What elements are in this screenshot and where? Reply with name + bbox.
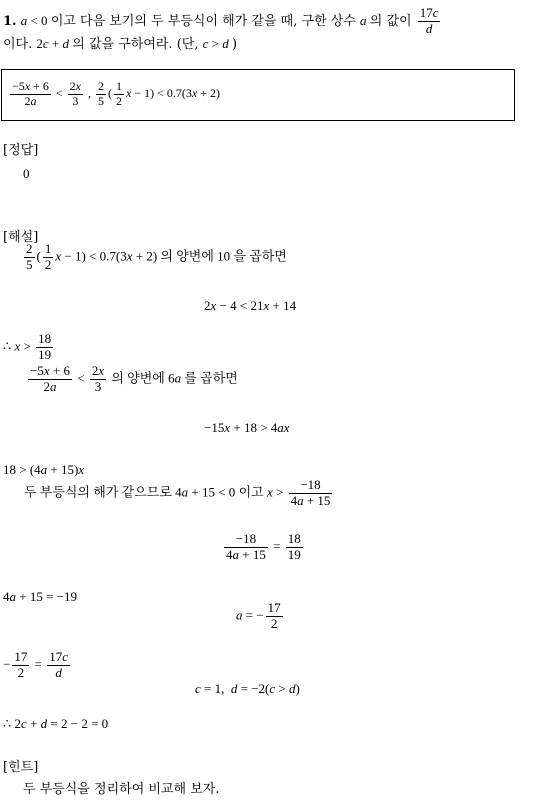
equation-5: 4a + 15 = −19 [3, 589, 77, 604]
solution-step-3: 두 부등식의 해가 같으므로 4a + 15 < 0 이고 x > $\frac{-18}{4a + 15}$ [24, 477, 331, 508]
equation-1: 2x − 4 < 21x + 14 [204, 298, 297, 313]
hint-text: 두 부등식을 정리하여 비교해 보자. [23, 782, 220, 797]
equation-2: −15x + 18 > 4ax [204, 420, 290, 435]
fraction-17c-over-d: $\frac{17c}{d}$ [419, 5, 439, 36]
hint-label: [힌트] [3, 760, 39, 775]
solution-step-1: $\frac{2}{5}$ ( $\frac{1}{2}$ x − 1) < 0.7(3x + 2) 의 양변에 10 을 곱하면 [26, 241, 287, 272]
answer-label: [정답] [3, 143, 39, 158]
box-inequalities: $\frac{-5x + 6}{2a}$ < $\frac{2x}{3}$ , $\frac{2}{5}$ ( $\frac{1}{2}$ x − 1) < 0.7(3x + 2) [12, 79, 220, 108]
problem-text-2: 의 값이 [369, 13, 412, 29]
final-result: ∴ 2c + d = 2 − 2 = 0 [3, 716, 109, 731]
equation-6: a = − $\frac{17}{2}$ [236, 600, 281, 631]
problem-line-1: 1. a < 0 이고 다음 보기의 두 부등식이 해가 같을 때, 구한 상수 a 의 값이 $\frac{17c}{d}$ [3, 5, 439, 36]
equation-7: − $\frac{17}{2}$ = $\frac{17c}{d}$ [3, 649, 68, 680]
solution-text-3b: 이고 [238, 484, 264, 500]
solution-text-1: 의 양변에 10 을 곱하면 [160, 248, 287, 264]
answer-value: 0 [23, 166, 30, 181]
solution-text-2: 의 양변에 [111, 370, 165, 386]
equation-8: c = 1, d = −2(c > d) [195, 681, 300, 696]
problem-line-2: 이다. 2c + d 의 값을 구하여라. (단, c > d ) [3, 36, 238, 52]
problem-number: 1. [3, 13, 17, 29]
solution-text-3: 두 부등식의 해가 같으므로 [24, 484, 172, 500]
solution-text-2b: 를 곱하면 [184, 370, 238, 386]
problem-text-3: 이다. [3, 37, 33, 52]
problem-text-5: ) [231, 37, 238, 52]
equation-3: 18 > (4a + 15)x [3, 462, 85, 477]
problem-text-1: 이고 다음 보기의 두 부등식이 해가 같을 때, 구한 상수 [50, 13, 356, 29]
equation-4: $\frac{-18}{4a + 15}$ = $\frac{18}{19}$ [226, 531, 301, 562]
solution-step-2: $\frac{-5x + 6}{2a}$ < $\frac{2x}{3}$ 의 양변에 6a 를 곱하면 [30, 363, 238, 394]
solution-label: [해설] [3, 230, 39, 245]
result-x-gt: ∴ x > $\frac{18}{19}$ [3, 331, 52, 362]
problem-text-4: 의 값을 구하여라. (단, [72, 37, 199, 52]
